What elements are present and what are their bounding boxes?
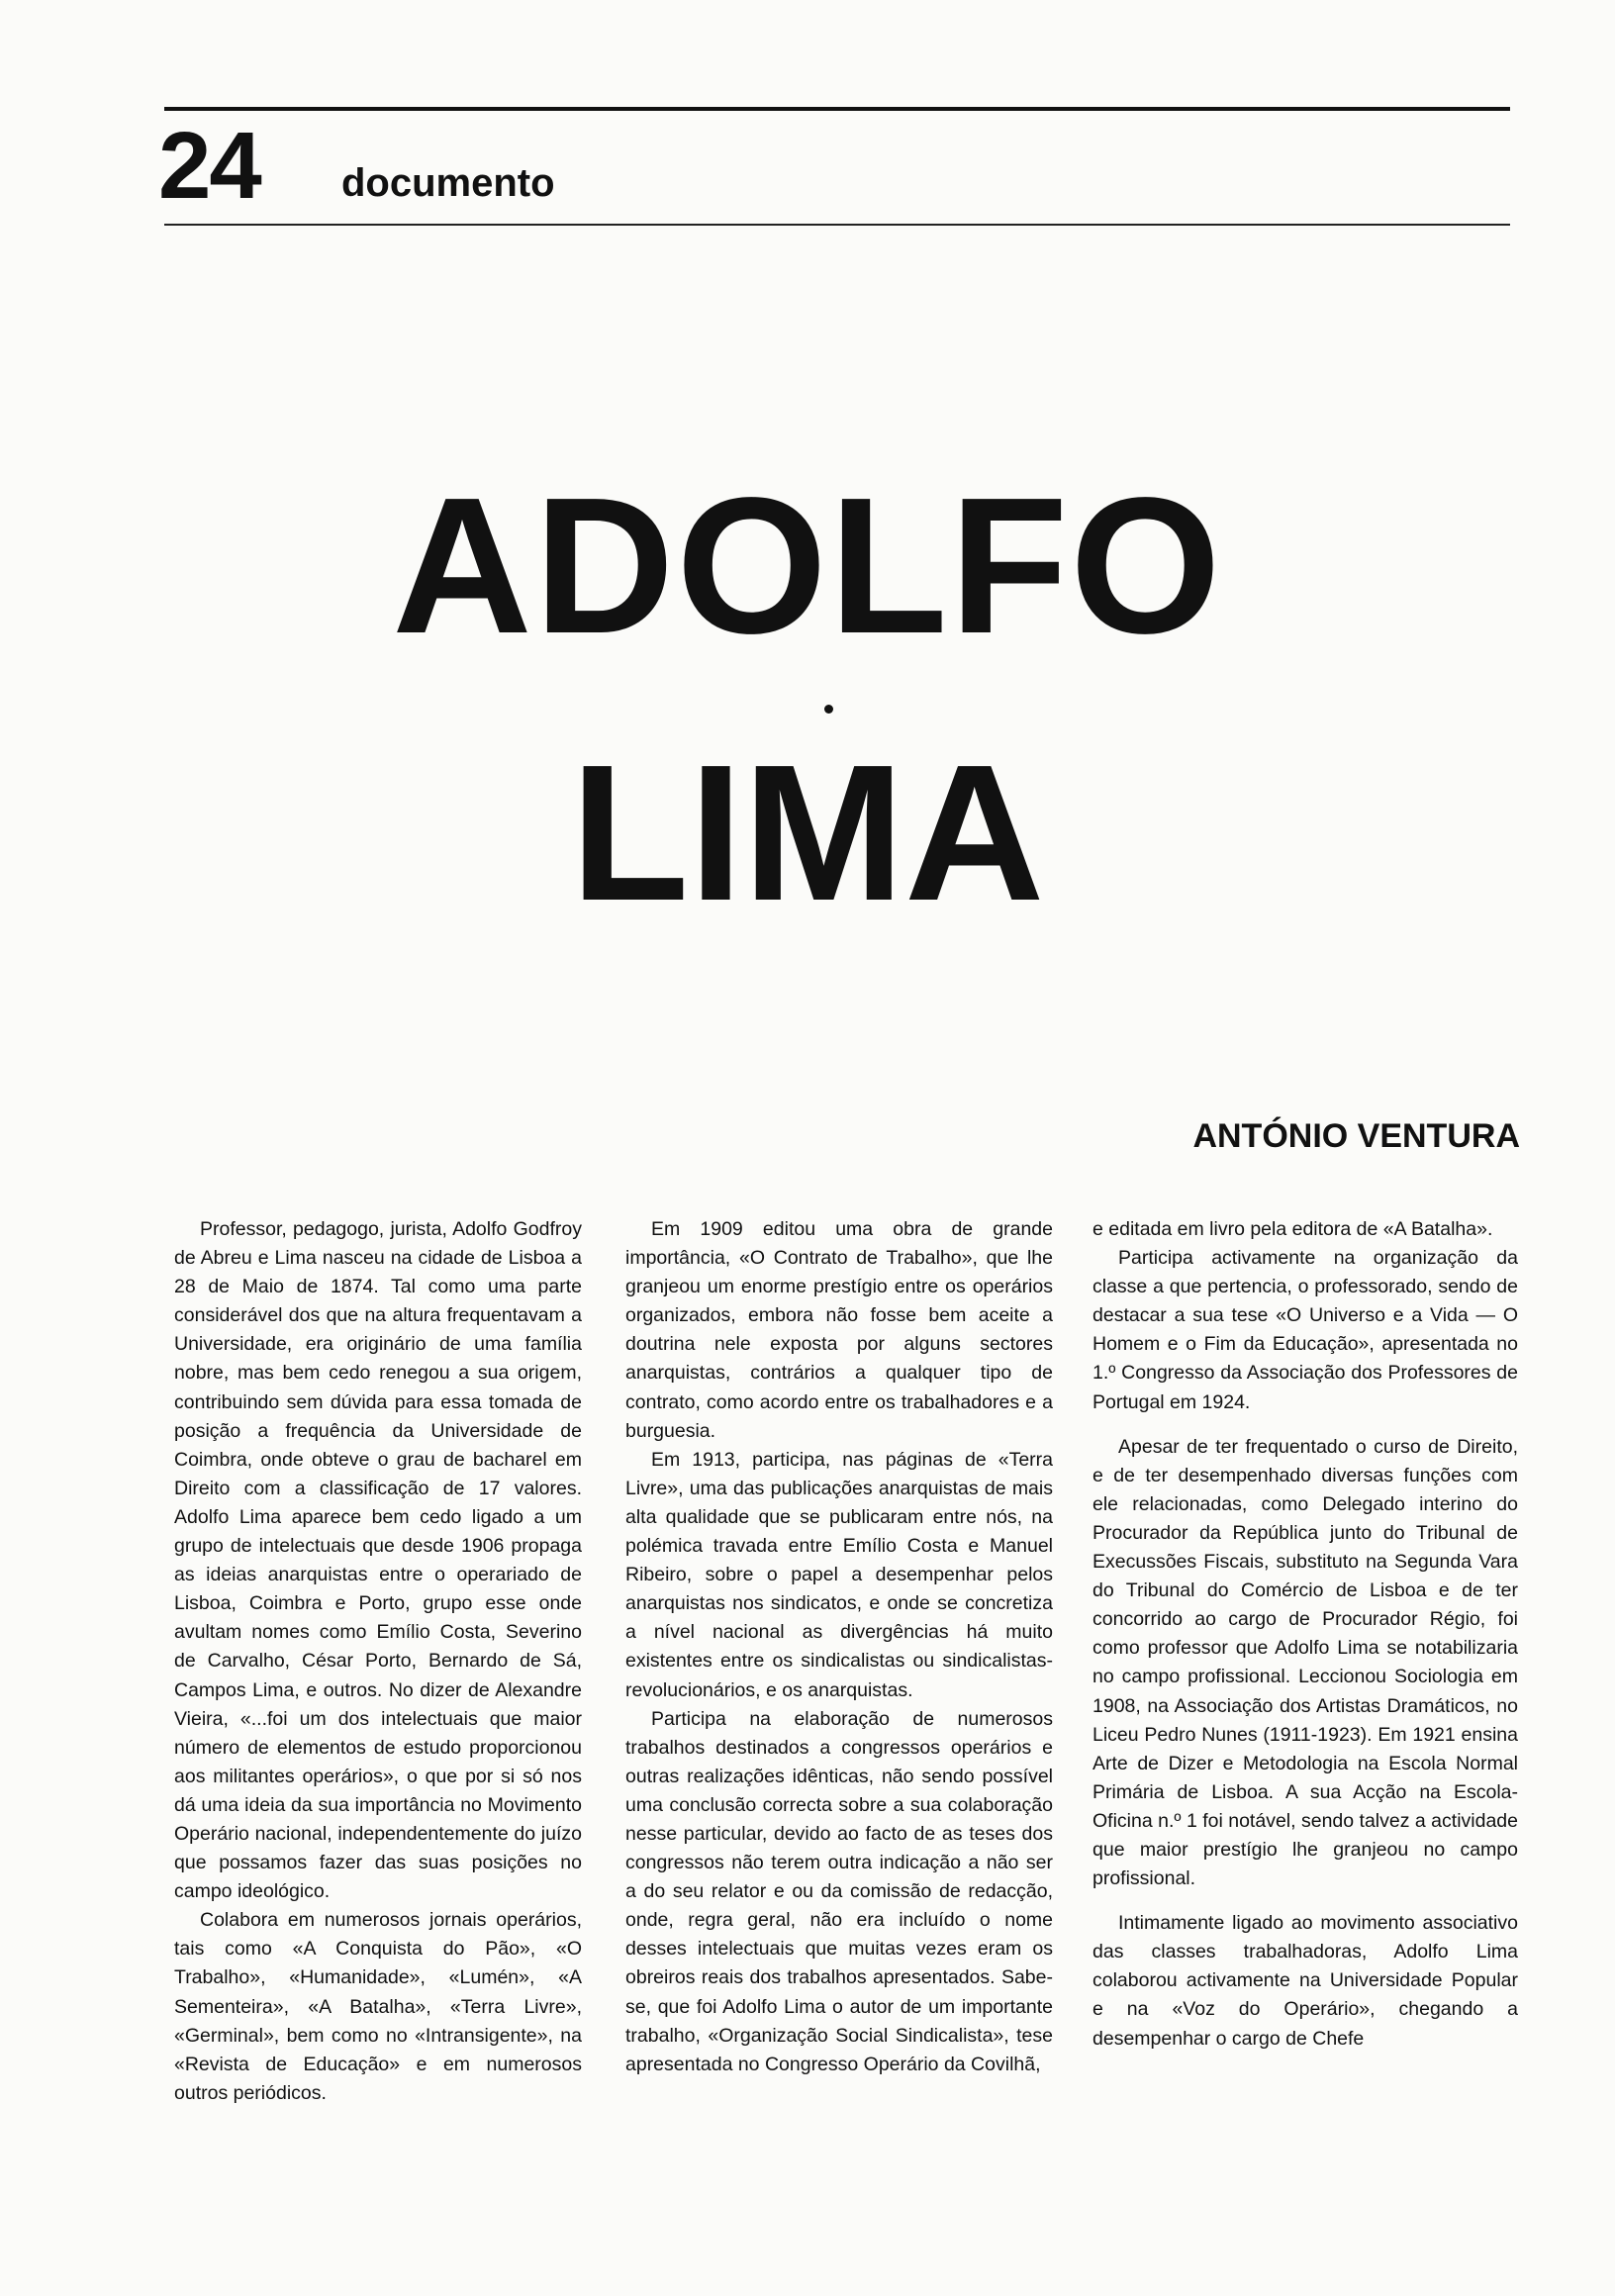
article-title-line-2: LIMA (570, 724, 1045, 941)
paragraph: Colabora em numerosos jornais operários, tais como «A Conquista do Pão», «O Trabalho», «Humanidade», «Lumén», «A Sementeira», «A Batalha», «Terra Livre», «Germinal», bem como no «Intransigente», na «Revista de Educação» e em numerosos outros periódicos. (174, 1909, 582, 2104)
page-number: 24 (158, 113, 260, 219)
paragraph: Intimamente ligado ao movimento associativo das classes trabalhadoras, Adolfo Lima colaborou activamente na Universidade Popular e na «Voz do Operário», chegando a desempenhar o cargo de Chefe (1092, 1912, 1518, 2050)
paragraph: Em 1909 editou uma obra de grande importância, «O Contrato de Trabalho», que lhe granjeou um enorme prestígio entre os operários organizados, embora não fosse bem aceite a doutrina nele exposta por alguns sectores anarquistas, contrários a qualquer tipo de contrato, como acordo entre os trabalhadores e a burguesia. (625, 1218, 1053, 1442)
text-column-3 (1092, 1215, 1518, 2054)
article-title-line-1: ADOLFO (392, 457, 1223, 674)
text-column-1 (174, 1215, 582, 2108)
paragraph: e editada em livro pela editora de «A Batalha». (1092, 1218, 1493, 1240)
header-rule-top (164, 107, 1510, 111)
paragraph: Em 1913, participa, nas páginas de «Terra Livre», uma das publicações anarquistas de mais alta qualidade que se publicaram entre nós, na polémica travada entre Emílio Costa e Manuel Ribeiro, sobre o papel a desempenhar pelos anarquistas nos sindicatos, e onde se concretiza a nível nacional as divergências há muito existentes entre os sindicalistas ou sindicalistas-revolucionários, e os anarquistas. (625, 1448, 1053, 1701)
paragraph: Professor, pedagogo, jurista, Adolfo Godfroy de Abreu e Lima nasceu na cidade de Lisboa a 28 de Maio de 1874. Tal como uma parte considerável dos que na altura frequentavam a Universidade, era originário de uma família nobre, mas bem cedo renegou a sua origem, contribuindo sem dúvida para essa tomada de posição a frequência da Universidade de Coimbra, onde obteve o grau de bacharel em Direito com a classificação de 17 valores. Adolfo Lima aparece bem cedo ligado a um grupo de intelectuais que desde 1906 propaga as ideias anarquistas entre o operariado de Lisboa, Coimbra e Porto, grupo esse onde avultam nomes como Emílio Costa, Severino de Carvalho, César Porto, Bernardo de Sá, Campos Lima, e outros. No dizer de Alexandre Vieira, «...foi um dos intelectuais que maior número de elementos de estudo proporcionou aos militantes operários», o que por si só nos dá uma ideia da sua importância no Movimento Operário nacional, independentemente do juízo que possamos fazer das suas posições no campo ideológico. (174, 1218, 582, 1903)
paragraph: Apesar de ter frequentado o curso de Direito, e de ter desempenhado diversas funções com ele relacionadas, como Delegado interino do Procurador da República junto do Tribunal de Execussões Fiscais, substituto na Segunda Vara do Tribunal do Comércio de Lisboa e de ter concorrido ao cargo de Procurador Régio, foi como professor que Adolfo Lima se notabilizaria no campo profissional. Leccionou Sociologia em 1908, na Associação dos Artistas Dramáticos, no Liceu Pedro Nunes (1911-1923). Em 1921 ensina Arte de Dizer e Metodologia na Escola Normal Primária de Lisboa. A sua Acção na Escola-Oficina n.º 1 foi notável, sendo talvez a actividade que maior prestígio lhe granjeou no campo profissional. (1092, 1435, 1518, 1890)
title-dot (824, 705, 833, 714)
paragraph: Participa na elaboração de numerosos trabalhos destinados a congressos operários e outras realizações idênticas, não sendo possível uma conclusão correcta sobre a sua colaboração nesse particular, devido ao facto de as teses dos congressos não terem outra indicação a não ser a do seu relator e ou da comissão de redacção, onde, regra geral, não era incluído o nome desses intelectuais que muitas vezes eram os obreiros reais dos trabalhos apresentados. Sabe-se, que foi Adolfo Lima o autor de um importante trabalho, «Organização Social Sindicalista», tese apresentada no Congresso Operário da Covilhã, (625, 1707, 1053, 2075)
header-rule-bottom (164, 224, 1510, 226)
paragraph: Participa activamente na organização da classe a que pertencia, o professorado, sendo de destacar a sua tese «O Universo e a Vida — O Homem e o Fim da Educação», apresentada no 1.º Congresso da Associação dos Professores de Portugal em 1924. (1092, 1247, 1518, 1413)
author-name: ANTÓNIO VENTURA (1192, 1117, 1520, 1155)
section-label: documento (341, 161, 555, 205)
text-column-2 (625, 1215, 1053, 2079)
